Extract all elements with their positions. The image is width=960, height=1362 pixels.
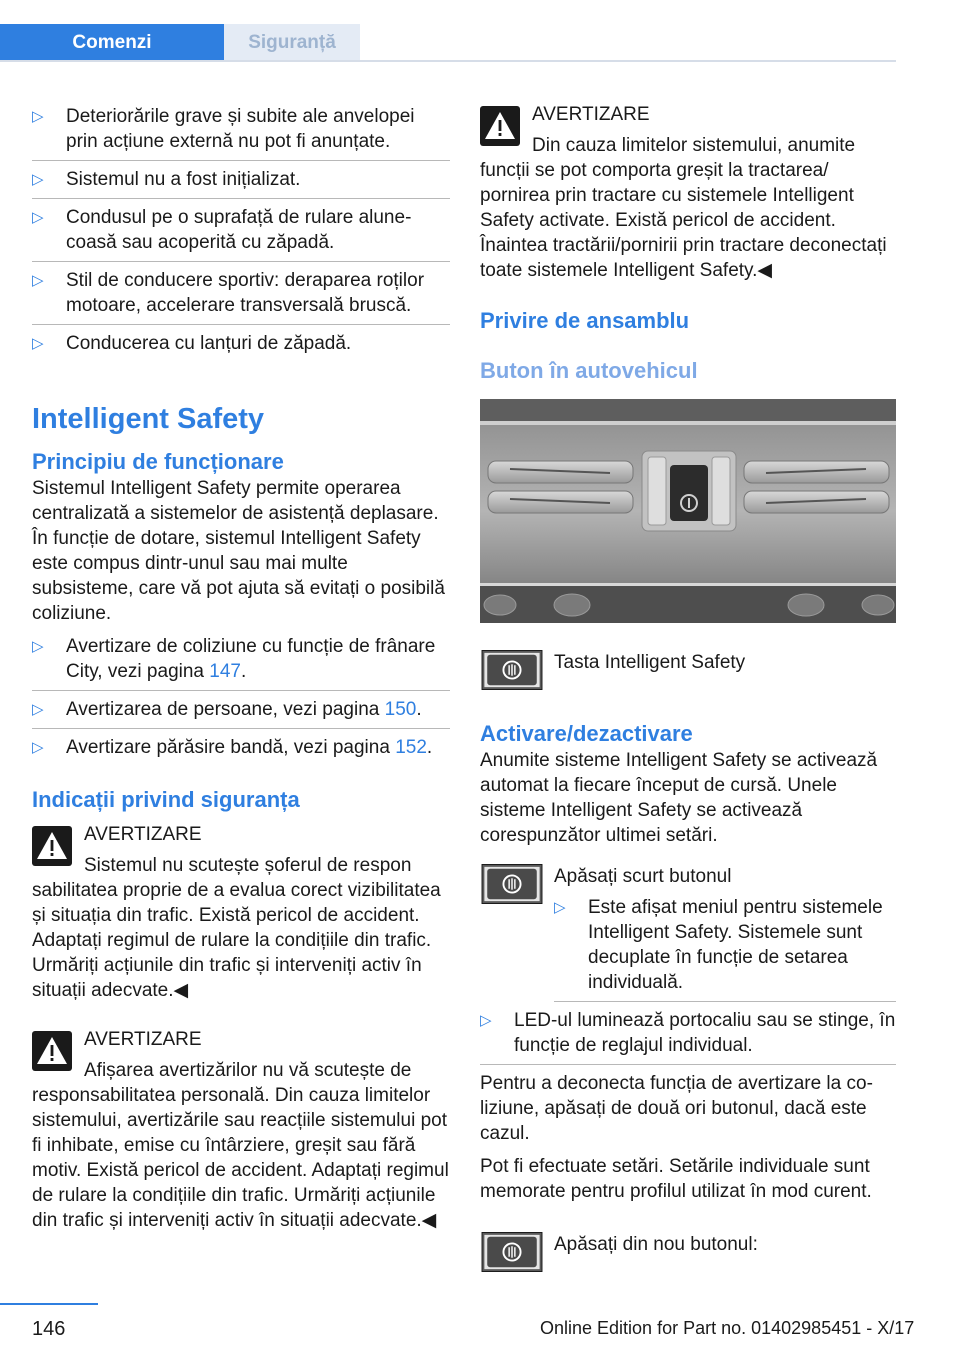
warning-label: AVERTIZARE xyxy=(84,824,202,845)
warning-label: AVERTIZARE xyxy=(532,104,650,125)
list-item: ▷ LED-ul luminează portocaliu sau se stinge, în funcție de reglajul individual. xyxy=(480,1002,896,1065)
left-column xyxy=(32,96,450,1233)
warning-label: AVERTIZARE xyxy=(84,1029,202,1050)
principle-heading: Principiu de funcționare xyxy=(32,449,284,474)
warning-first-line: Sistemul nu scutește șoferul de respon xyxy=(84,855,412,876)
bullet-triangle-icon: ▷ xyxy=(32,701,44,718)
list-item: ▷ Sistemul nu a fost inițializat. xyxy=(32,161,450,199)
warning-text: responsabilitatea personală. Din cauza limitelor sistemului, avertizările sau reacțiile sistemului pot fi inhibate, emise cu întârziere, greșit sau fără motiv. Există pericol de accident. Adaptați regimul de rulare la condițiile din trafic. Urmăriți acțiunile din trafic și interveniți activ în situații adecvate.◀ xyxy=(32,1085,449,1231)
tab-siguranta[interactable]: Siguranță xyxy=(224,24,360,62)
bullet-triangle-icon: ▷ xyxy=(554,899,566,916)
caption-row xyxy=(480,648,896,690)
bullet-triangle-icon: ▷ xyxy=(32,108,44,125)
press-again-text: Apăsați din nou butonul: xyxy=(554,1234,758,1255)
warning-triangle-icon xyxy=(480,106,530,150)
page-number: 146 xyxy=(32,1318,66,1340)
warning-text: sabilitatea proprie de a evalua corect vizibilitatea și situația din trafic. Există pericol de accident. Adaptați regimul de rulare la condițiile din trafic. Urmăriți acțiunile din trafic și interveniți activ în situații adecvate.◀ xyxy=(32,880,441,1001)
list-item: ▷ Condusul pe o suprafață de rulare alunecoasă sau acoperită cu zăpadă. xyxy=(32,199,450,262)
warning-triangle-icon xyxy=(32,1031,82,1075)
warning-text: funcții se pot comporta greșit la tractarea/ pornirea prin tractare cu sistemele Intelligent Safety activate. Există pericol de accident. Înaintea tractării/pornirii prin tractare deconectați toate sistemele Intelligent Safety.◀ xyxy=(480,160,887,281)
press-short-text: Apăsați scurt butonul xyxy=(554,866,732,887)
button-location-heading: Buton în autovehicul xyxy=(480,358,698,383)
list-item: ▷ Stil de conducere sportiv: deraparea roților motoare, accelerare transversală bruscă. xyxy=(32,262,450,325)
activation-text: Anumite sisteme Intelligent Safety se activează automat la fiecare început de cursă. Unele sisteme Intelligent Safety se activează corespunzător ultimei setări. xyxy=(480,750,878,846)
warning-block xyxy=(32,1027,450,1233)
intelligent-safety-button-icon xyxy=(480,650,544,690)
warning-first-line: Afișarea avertizărilor nu vă scutește de xyxy=(84,1060,412,1081)
list-item: ▷ Este afișat meniul pentru sistemele Intelligent Safety. Sistemele sunt decuplate în funcție de setarea individuală. xyxy=(554,889,896,1002)
bullet-triangle-icon: ▷ xyxy=(32,171,44,188)
bullet-triangle-icon: ▷ xyxy=(32,739,44,756)
press-again-row xyxy=(480,1230,896,1272)
bullet-triangle-icon: ▷ xyxy=(32,272,44,289)
header-divider xyxy=(0,60,896,62)
activation-heading: Activare/dezactivare xyxy=(480,721,693,746)
principle-text: Sistemul Intelligent Safety permite operarea centralizată a sistemelor de asistență deplasare. În funcție de dotare, sistemul Intelligent Safety este compus dintr-unul sau mai multe subsisteme, care vă pot ajuta să evitați o posibilă coliziune. xyxy=(32,478,445,624)
page-link-152[interactable]: 152 xyxy=(395,737,427,758)
list-item: ▷ Avertizare părăsire bandă, vezi pagina 152. xyxy=(32,737,433,758)
settings-text: Pot fi efectuate setări. Setările individuale sunt memorate pentru profilul utilizat în mod curent. xyxy=(480,1156,872,1202)
page-link-150[interactable]: 150 xyxy=(384,699,417,720)
warning-block xyxy=(480,102,896,283)
dashboard-button-photo xyxy=(480,399,896,623)
intelligent-safety-button-icon xyxy=(480,864,544,904)
footer-divider xyxy=(0,1303,98,1305)
bullet-triangle-icon: ▷ xyxy=(32,638,44,655)
warning-triangle-icon xyxy=(32,826,82,870)
intelligent-safety-button-icon xyxy=(480,1232,544,1272)
section-title: Intelligent Safety xyxy=(32,403,265,435)
deactivate-text: Pentru a deconecta funcția de avertizare la coliziune, apăsați de două ori butonul, dacă este cazul. xyxy=(480,1073,873,1144)
warning-block xyxy=(32,822,450,1003)
bullet-triangle-icon: ▷ xyxy=(32,335,44,352)
overview-heading: Privire de ansamblu xyxy=(480,308,690,333)
bullet-triangle-icon: ▷ xyxy=(32,209,44,226)
tab-comenzi[interactable]: Comenzi xyxy=(0,24,224,62)
bullet-triangle-icon: ▷ xyxy=(480,1012,492,1029)
button-caption: Tasta Intelligent Safety xyxy=(554,652,746,673)
press-short-row xyxy=(480,862,896,1002)
safety-heading: Indicații privind siguranța xyxy=(32,787,300,812)
list-item: ▷ Avertizare de coliziune cu funcție de frânare City, vezi pagina 147. xyxy=(32,628,450,691)
list-item: ▷ Conducerea cu lanțuri de zăpadă. xyxy=(32,333,352,354)
list-item: ▷ Avertizarea de persoane, vezi pagina 150. xyxy=(32,691,450,729)
edition-text: Online Edition for Part no. 01402985451 - X/17 xyxy=(540,1318,915,1338)
right-column xyxy=(480,96,896,1272)
list-item: ▷ Deteriorările grave și subite ale anvelopei prin acțiune externă nu pot fi anunțate. xyxy=(32,96,450,161)
warning-first-line: Din cauza limitelor sistemului, anumite xyxy=(532,135,856,156)
page-link-147[interactable]: 147 xyxy=(209,661,241,682)
